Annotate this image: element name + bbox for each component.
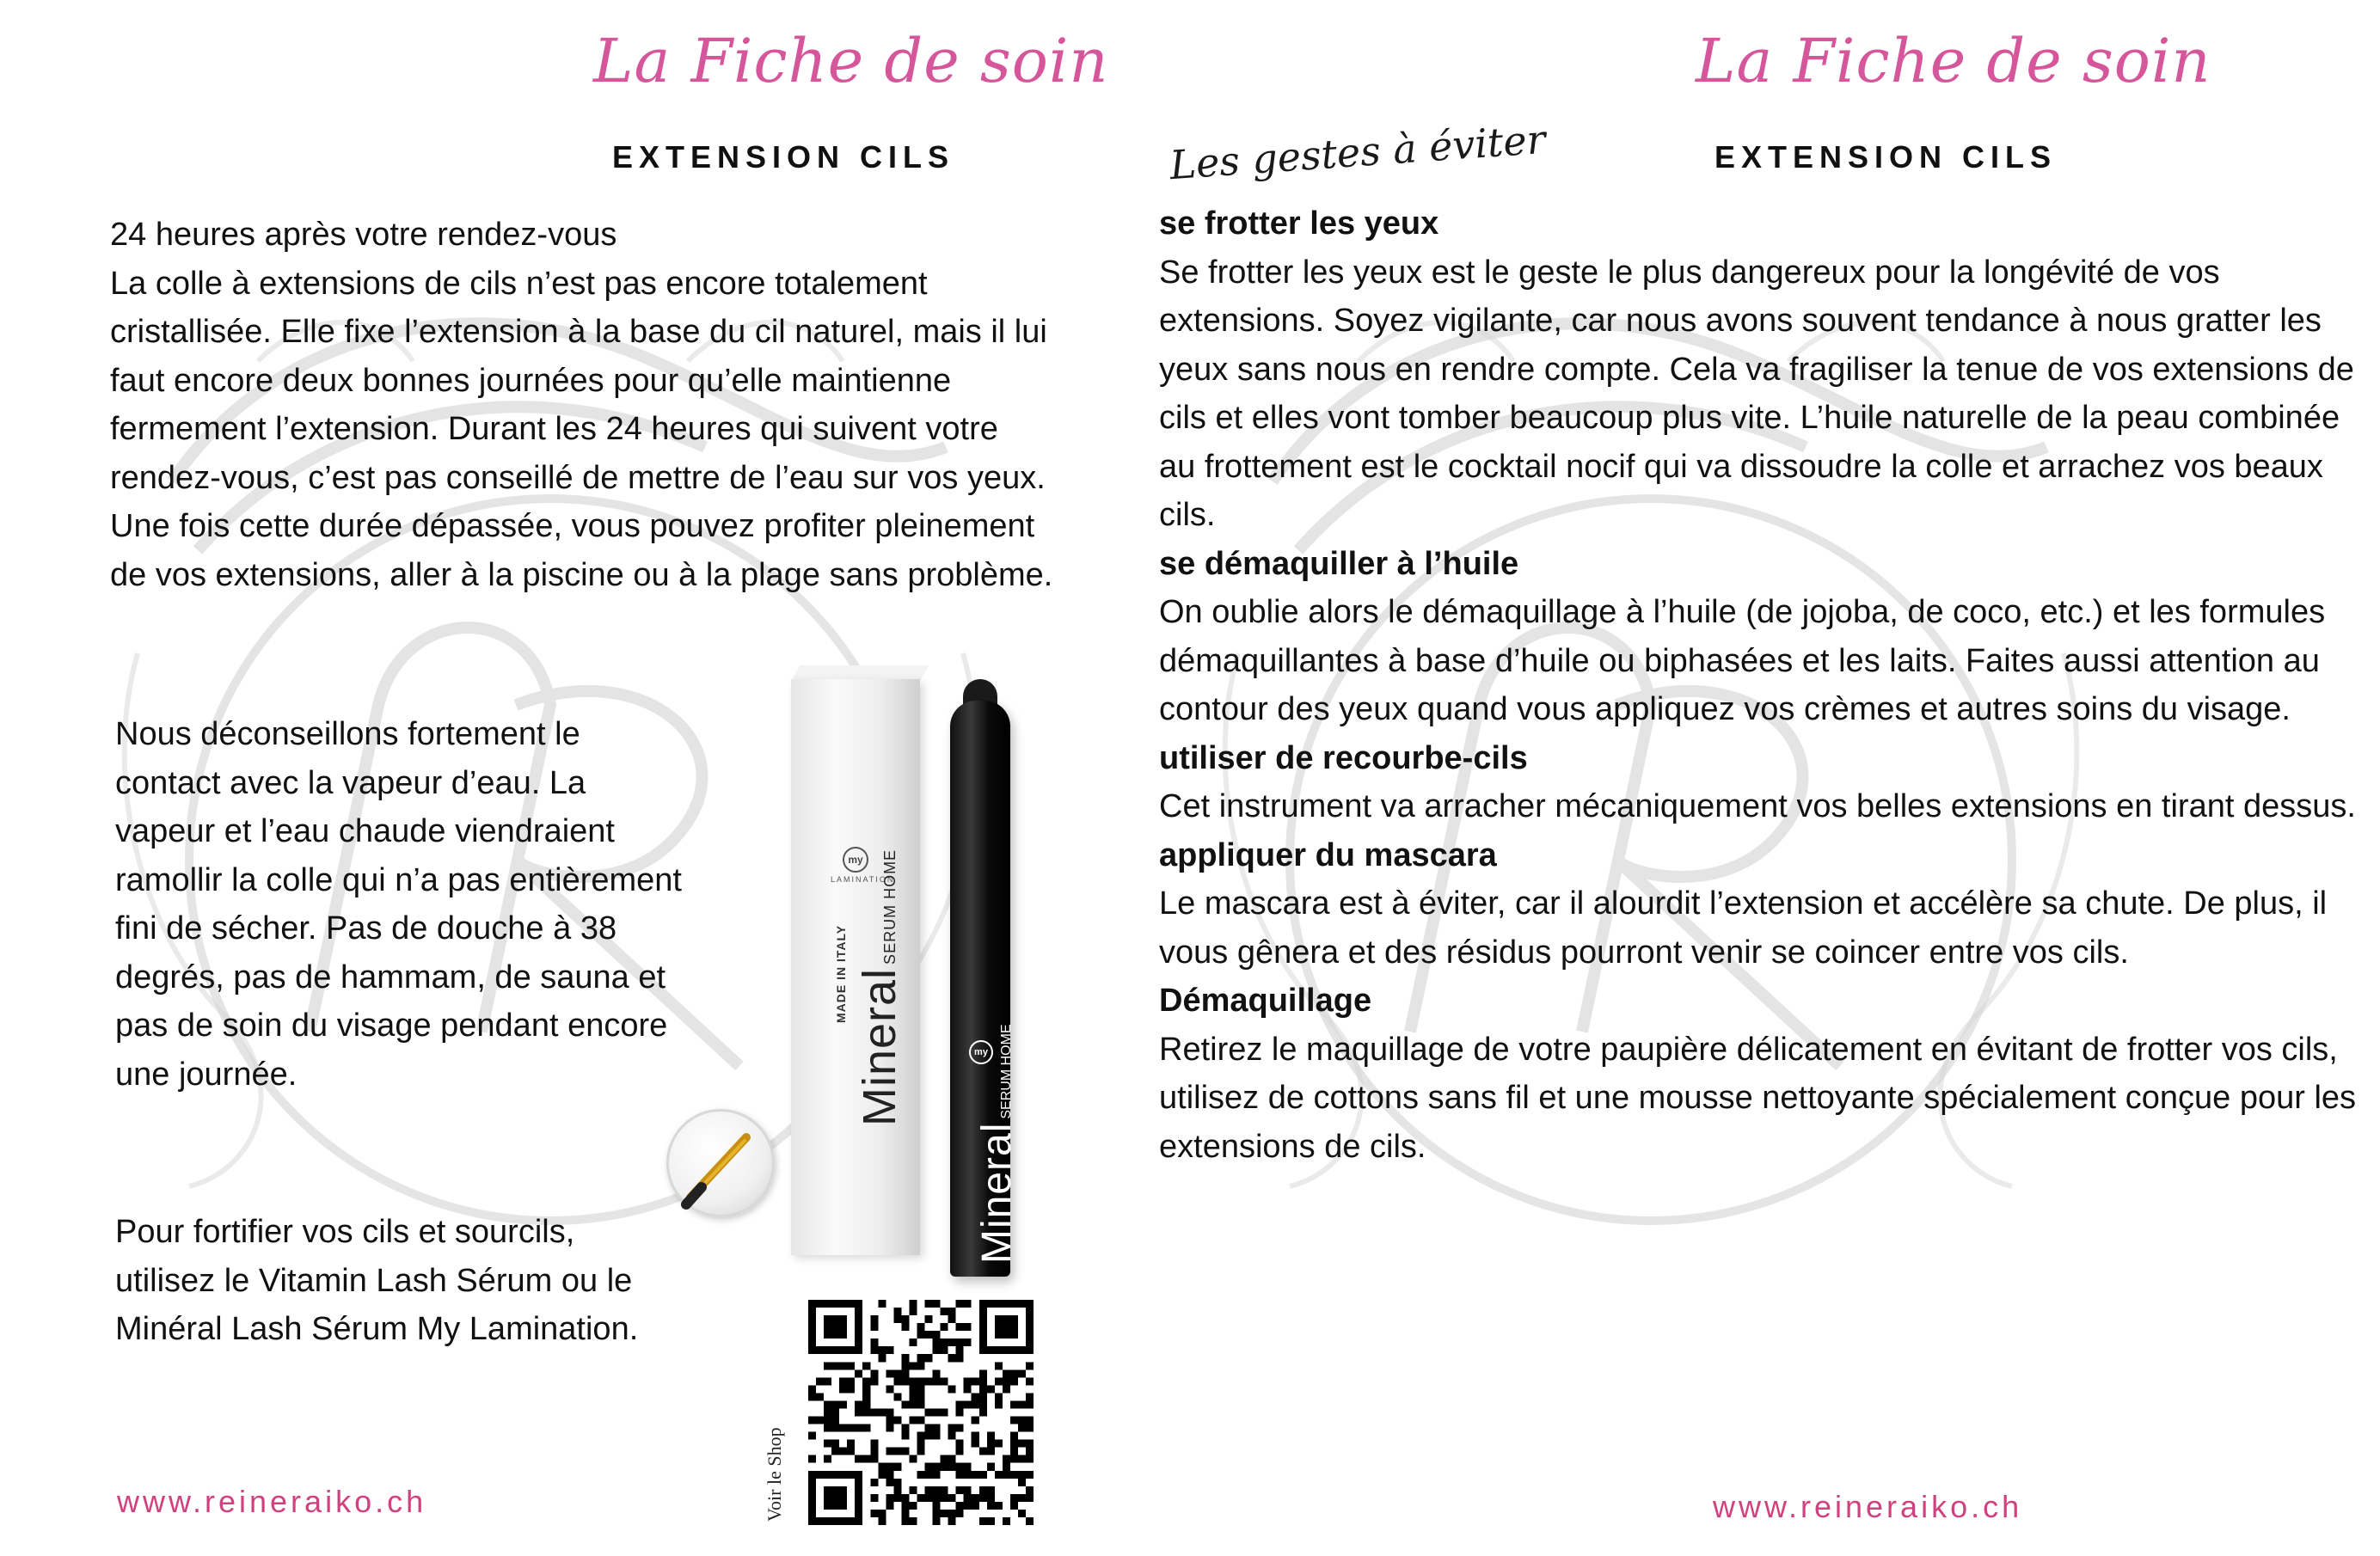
page-title-script: La Fiche de soin <box>1696 26 2211 96</box>
brand-logo-icon: my <box>843 847 868 873</box>
fortify-text: Pour fortifier vos cils et sourcils, utilisez le Vitamin Lash Sérum ou le Minéral Lash Sérum My Lamination. <box>115 1214 639 1347</box>
list-item-title: se frotter les yeux <box>1159 205 1439 242</box>
box-name: Mineral <box>854 967 905 1126</box>
made-in-label: MADE IN ITALY <box>834 924 848 1023</box>
tube-name: Mineral <box>974 1122 1020 1264</box>
page-subtitle: EXTENSION CILS <box>1714 139 2058 175</box>
list-item <box>1159 540 2380 734</box>
list-item-title: appliquer du mascara <box>1159 836 1497 873</box>
intro-body: La colle à extensions de cils n’est pas encore totalement cristallisée. Elle fixe l’extension à la base du cil naturel, mais il lui faut encore deux bonnes journées pour qu’elle maintienne fermement l’extension. Durant les 24 heures qui suivent votre rendez-vous, c’est pas conseillé de mettre de l’eau sur vos yeux. Une fois cette durée dépassée, vous pouvez profiter pleinement de vos extensions, aller à la piscine ou à la plage sans problème. <box>110 265 1053 593</box>
intro-section <box>110 211 1064 599</box>
list-item-title: Démaquillage <box>1159 983 1372 1019</box>
box-subname: SERUM HOME <box>881 848 899 965</box>
list-item <box>1159 199 2380 540</box>
box-product-name <box>853 849 906 1126</box>
list-item-body: On oublie alors le démaquillage à l’huile (de jojoba, de coco, etc.) et les formules démaquillantes à base d’huile ou biphasées et les laits. Faites aussi attention au contour des yeux quand vous appliquez vos crèmes et autres soins du visage. <box>1159 594 2326 727</box>
tube-logo-icon: my <box>969 1040 993 1064</box>
website-link[interactable]: www.reineraiko.ch <box>117 1484 427 1519</box>
qr-caption: Voir le Shop <box>764 1427 785 1522</box>
vapeur-paragraph <box>115 710 683 1099</box>
gestes-list <box>1159 199 2380 1171</box>
page-subtitle: EXTENSION CILS <box>612 139 955 175</box>
product-image <box>653 662 1066 1281</box>
list-item-body: Cet instrument va arracher mécaniquement vos belles extensions en tirant dessus. <box>1159 788 2356 824</box>
website-link[interactable]: www.reineraiko.ch <box>1713 1489 2023 1524</box>
intro-title: 24 heures après votre rendez-vous <box>110 217 617 253</box>
tube-subname: SERUM HOME <box>999 1024 1014 1119</box>
fortify-paragraph <box>115 1208 674 1354</box>
list-item-body: Le mascara est à éviter, car il alourdit l’extension et accélère sa chute. De plus, il vous gênera et des résidus pourront venir se coincer entre vos cils. <box>1159 885 2328 971</box>
list-item-title: se démaquiller à l’huile <box>1159 545 1519 582</box>
right-page <box>1101 0 2357 1556</box>
list-item <box>1159 831 2380 977</box>
list-item <box>1159 977 2380 1171</box>
brush-applicator-icon <box>666 1109 775 1217</box>
left-page <box>0 0 1109 1556</box>
brand-line: LAMINATION <box>831 875 895 884</box>
list-item-body: Retirez le maquillage de votre paupière délicatement en évitant de frotter vos cils, utilisez de cottons sans fil et une mousse nettoyante spécialement conçue pour les extensions de cils. <box>1159 1031 2357 1165</box>
vapeur-text: Nous déconseillons fortement le contact avec la vapeur d’eau. La vapeur et l’eau chaude viendraient ramollir la colle qui n’a pas entièrement fini de sécher. Pas de douche à 38 degrés, pas de hammam, de sauna et pas de soin du visage pendant encore une journée. <box>115 716 682 1093</box>
list-item-body: Se frotter les yeux est le geste le plus dangereux pour la longévité de vos extensions. Soyez vigilante, car nous avons souvent tendance à nous gratter les yeux sans nous en rendre compte. Cela va fragiliser la tenue de vos extensions de cils et elles vont tomber beaucoup plus vite. L’huile naturelle de la peau combinée au frottement est le cocktail nocif qui va dissoudre la colle et arrachez vos beaux cils. <box>1159 254 2354 533</box>
section-title: Les gestes à éviter <box>1168 115 1548 189</box>
list-item-title: utiliser de recourbe-cils <box>1159 739 1528 776</box>
list-item <box>1159 734 2380 831</box>
page-title-script: La Fiche de soin <box>593 26 1109 96</box>
shop-qr-code-icon[interactable] <box>808 1300 1034 1525</box>
tube-product-name <box>973 1024 1021 1264</box>
